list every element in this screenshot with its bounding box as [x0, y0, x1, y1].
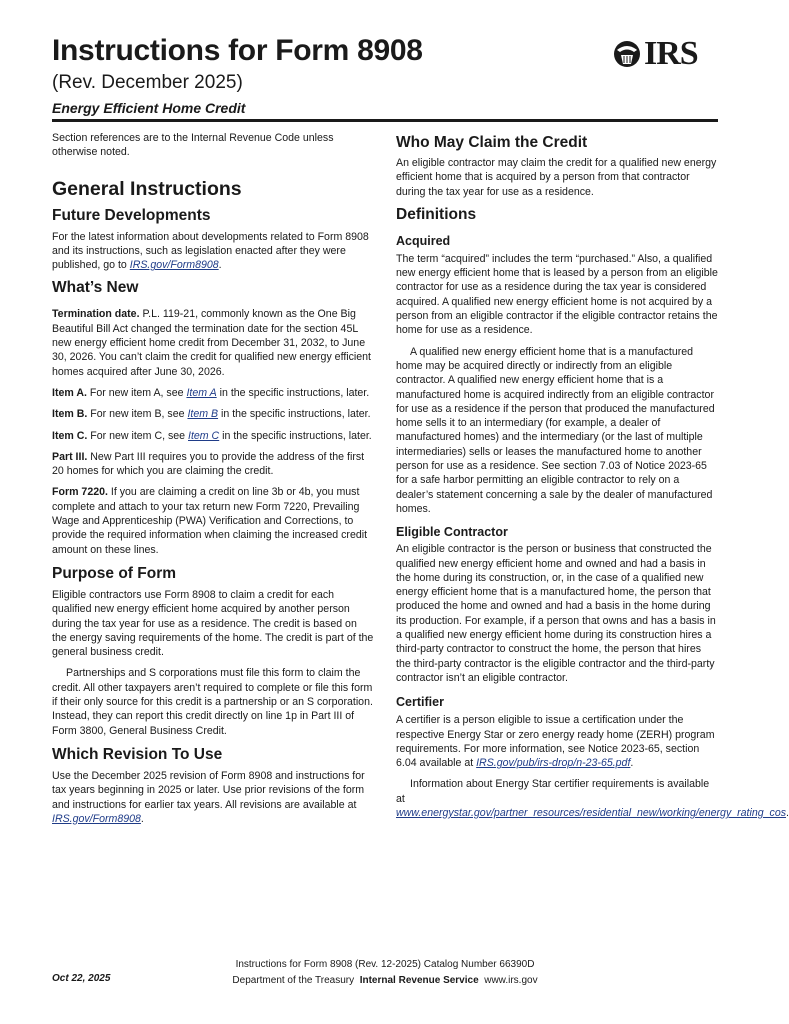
who-may-claim-text: An eligible contractor may claim the credit for a qualified new energy efficient home that is acquired by a person from that contractor during the tax year for use as a residence. [396, 157, 717, 198]
termination-label: Termination date. [52, 308, 140, 321]
form8908-revisions-link[interactable]: IRS.gov/Form8908 [52, 812, 141, 825]
energystar-link[interactable]: www.energystar.gov/partner_resources/residential_new/working/energy_rating_cos [396, 806, 787, 819]
certifier-heading: Certifier [396, 695, 444, 710]
which-revision-text [52, 769, 374, 826]
acquired-paragraph-2: A qualified new energy efficient home that is a manufactured home may be acquired directly or indirectly from an eligible contractor. A qualified new energy efficient home that is a manufactured home is acquired indirectly from an eligible contractor for use as a residence if the person that produced the manufactured home sells it to an intermediary (for example, a dealer of manufactured homes) and the intermediary (or the last of multiple intermediaries) sells or leases the manufactured home to another person for use as a residence. See section 7.03 of Notice 2023-65 for a safe harbor permitting an eligible contractor to rely on a dealer’s statement concerning a sale by the dealer of manufactured homes. [396, 345, 715, 515]
period: . [786, 806, 789, 819]
item-b-text-after: in the specific instructions, later. [218, 408, 371, 421]
form8908-link[interactable]: IRS.gov/Form8908 [129, 259, 219, 272]
who-may-claim-heading: Who May Claim the Credit [396, 134, 588, 151]
left-column [52, 131, 374, 826]
notice-link[interactable]: IRS.gov/pub/irs-drop/n-23-65.pdf [476, 757, 631, 770]
purpose-paragraph-2: Partnerships and S corporations must file this form to claim the credit. All other taxpayers aren’t required to complete or file this form if their only source for this credit is a partnership or an S corporation. Instead, they can report this credit directly on line 1p in Part III of Form 3800, General Business Credit. [52, 667, 373, 737]
acquired-paragraph-1: The term “acquired” includes the term “purchased.” Also, a qualified new energy efficient home that is leased by a person from an eligible contractor for use as a residence during the tax year is considered acquired. A qualified new energy efficient home is not acquired by a person from an eligible contractor if the eligible contractor retains the home for use as a residence. [396, 252, 718, 337]
item-b-label: Item B. [52, 408, 88, 421]
which-revision-heading: Which Revision To Use [52, 745, 223, 763]
item-a-text-after: in the specific instructions, later. [216, 386, 370, 399]
footer-irs: Internal Revenue Service [359, 975, 479, 986]
eligible-contractor-heading: Eligible Contractor [396, 525, 508, 540]
period: . [140, 812, 144, 825]
eagle-icon [612, 38, 642, 70]
eligible-contractor-text: An eligible contractor is the person or business that constructed the qualified new energy efficient home and owned and had a basis in the home during its construction, or, in the case of a qualified new energy efficient home that is a manufactured home, the person that produced the home and owned and had a basis in the home during its production. For example, if a person that owns and has a basis in a qualified new energy efficient home during its construction hires a third-party contractor to construct the home, the person that hires the third-party contractor is the eligible contractor and the third-party contractor isn’t an eligible contractor. [396, 543, 716, 684]
item-c-text-after: in the specific instructions, later. [219, 429, 372, 442]
future-developments-text [52, 230, 374, 273]
item-c-label: Item C. [52, 429, 88, 442]
part3-paragraph [52, 450, 374, 479]
whats-new-heading: What’s New [52, 279, 139, 297]
acquired-heading: Acquired [396, 233, 451, 248]
irs-logo-text: IRS [644, 35, 698, 72]
item-b-paragraph [52, 407, 374, 421]
general-instructions-heading: General Instructions [52, 177, 242, 200]
certifier-paragraph-1 [396, 713, 718, 770]
item-c-paragraph [52, 429, 374, 443]
item-c-link[interactable]: Item C [188, 429, 220, 442]
item-a-link[interactable]: Item A [186, 386, 217, 399]
period: . [218, 259, 222, 272]
purpose-heading: Purpose of Form [52, 564, 177, 582]
footer-dept-line [190, 973, 580, 989]
form7220-label: Form 7220. [52, 486, 108, 499]
item-a-paragraph [52, 386, 374, 400]
item-b-text: For new item B, see [90, 408, 188, 421]
item-c-text: For new item C, see [90, 429, 189, 442]
part3-text: New Part III requires you to provide the address of the first 20 homes for which you are claiming the credit. [52, 450, 365, 478]
period: . [630, 757, 634, 770]
part3-label: Part III. [52, 450, 88, 463]
footer-catalog-line: Instructions for Form 8908 (Rev. 12-2025) Catalog Number 66390D [235, 959, 535, 970]
form7220-paragraph [52, 485, 374, 556]
item-b-link[interactable]: Item B [187, 408, 219, 421]
intro-text: Section references are to the Internal Revenue Code unless otherwise noted. [52, 132, 334, 159]
item-a-label: Item A. [52, 386, 87, 399]
form-subtitle: Energy Efficient Home Credit [52, 100, 246, 116]
definitions-heading: Definitions [396, 205, 477, 223]
certifier-body: A certifier is a person eligible to issue a certification under the respective Energy Star or zero energy ready home (ZERH) program requirements. For more information, see Notice 2023-65, section 6.04 available at [396, 714, 715, 770]
footer-center [190, 957, 580, 989]
purpose-paragraph-1: Eligible contractors use Form 8908 to claim a credit for each qualified new energy efficient home acquired by another person during the tax year for use as a residence. The credit is based on the energy saving requirements of the home. The credit is part of the general business credit. [52, 588, 374, 659]
termination-text: P.L. 119-21, commonly known as the One Big Beautiful Bill Act changed the termination date for the section 45L new energy efficient home credit from December 31, 2032, to June 30, 2026. You can’t claim the credit for qualified new energy efficient homes acquired after June 30, 2026. [52, 308, 371, 378]
certifier-body-2: Information about Energy Star certifier requirements is available at [396, 778, 710, 805]
footer-dept: Department of the Treasury [232, 975, 355, 986]
page-title: Instructions for Form 8908 [52, 34, 423, 67]
which-revision-body: Use the December 2025 revision of Form 8908 and instructions for tax years beginning in 2025 or later. Use prior revisions of the form and instructions for earlier tax years. All revisions are available at [52, 769, 365, 811]
future-developments-body: For the latest information about developments related to Form 8908 and its instructions, such as legislation enacted after they were published, go to [52, 230, 369, 272]
irs-logo [612, 36, 716, 72]
right-column [396, 131, 789, 820]
item-a-text: For new item A, see [89, 386, 187, 399]
certifier-paragraph-2 [396, 777, 789, 820]
termination-paragraph [52, 307, 374, 378]
revision-date: (Rev. December 2025) [52, 72, 243, 93]
footer-url: www.irs.gov [484, 975, 538, 986]
header-rule [52, 119, 718, 122]
future-developments-heading: Future Developments [52, 206, 211, 224]
footer-date: Oct 22, 2025 [52, 973, 111, 984]
form7220-text: If you are claiming a credit on line 3b or 4b, you must complete and attach to your tax return new Form 7220, Prevailing Wage and Apprenticeship (PWA) Verification and Corrections, to provide the required information when claiming the increased credit amount on these lines. [52, 486, 368, 556]
